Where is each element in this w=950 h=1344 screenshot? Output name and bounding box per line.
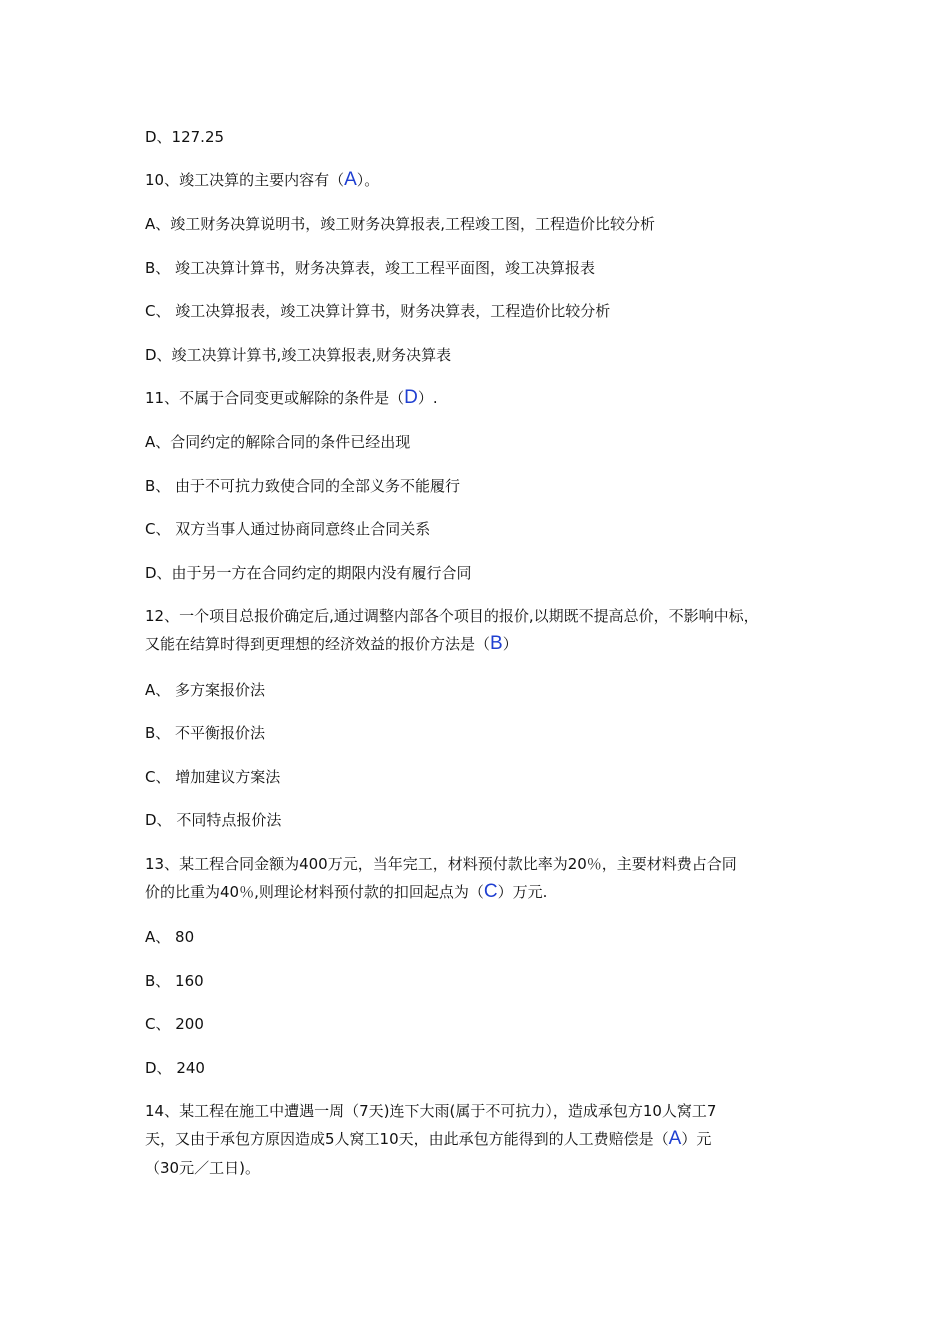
option-d-q13: D、 240 bbox=[145, 1059, 205, 1077]
option-b-q10: B、 竣工决算计算书，财务决算表，竣工工程平面图，竣工决算报表 bbox=[145, 259, 596, 277]
option-b-q13: B、 160 bbox=[145, 972, 204, 990]
question-text-end: ）元 bbox=[681, 1130, 712, 1148]
answer-mark: A bbox=[668, 1128, 682, 1149]
option-a-q12: A、 多方案报价法 bbox=[145, 681, 266, 699]
question-text-end: ）。 bbox=[356, 171, 380, 189]
option-a-q13: A、 80 bbox=[145, 928, 195, 946]
question-12-line-1: 12、一个项目总报价确定后,通过调整内部各个项目的报价,以期既不提高总价，不影响中标， bbox=[145, 607, 759, 625]
question-text-end: ）万元. bbox=[497, 883, 548, 901]
option-b-q12: B、 不平衡报价法 bbox=[145, 724, 266, 742]
question-13-line-2 bbox=[145, 882, 825, 902]
question-text-end: ）. bbox=[417, 389, 438, 407]
option-c-q13: C、 200 bbox=[145, 1015, 204, 1033]
question-text: 天，又由于承包方原因造成5人窝工10天，由此承包方能得到的人工费赔偿是（ bbox=[145, 1130, 669, 1148]
question-12-line-2 bbox=[145, 634, 825, 654]
question-14-line-1: 14、某工程在施工中遭遇一周（7天)连下大雨(属于不可抗力），造成承包方10人窝工7 bbox=[145, 1102, 717, 1120]
option-c-q12: C、 增加建议方案法 bbox=[145, 768, 281, 786]
question-11 bbox=[145, 388, 825, 408]
option-d-q9: D、127.25 bbox=[145, 128, 225, 146]
question-13-line-1: 13、某工程合同金额为400万元，当年完工，材料预付款比率为20％，主要材料费占合同 bbox=[145, 855, 737, 873]
question-14-line-3: （30元／工日)。 bbox=[145, 1159, 260, 1177]
answer-mark: B bbox=[490, 633, 503, 654]
option-d-q11: D、由于另一方在合同约定的期限内没有履行合同 bbox=[145, 564, 472, 582]
answer-mark: A bbox=[344, 169, 357, 190]
option-b-q11: B、 由于不可抗力致使合同的全部义务不能履行 bbox=[145, 477, 461, 495]
question-text: 又能在结算时得到更理想的经济效益的报价方法是（ bbox=[145, 635, 491, 653]
option-d-q10: D、竣工决算计算书,竣工决算报表,财务决算表 bbox=[145, 346, 452, 364]
option-d-q12: D、 不同特点报价法 bbox=[145, 811, 282, 829]
question-text: 11、不属于合同变更或解除的条件是（ bbox=[145, 389, 405, 407]
option-c-q10: C、 竣工决算报表，竣工决算计算书，财务决算表，工程造价比较分析 bbox=[145, 302, 611, 320]
answer-mark: C bbox=[483, 881, 498, 902]
question-14-line-2 bbox=[145, 1129, 825, 1149]
option-a-q10: A、竣工财务决算说明书，竣工财务决算报表,工程竣工图，工程造价比较分析 bbox=[145, 215, 656, 233]
question-text: 10、竣工决算的主要内容有（ bbox=[145, 171, 345, 189]
option-a-q11: A、合同约定的解除合同的条件已经出现 bbox=[145, 433, 411, 451]
answer-mark: D bbox=[404, 387, 418, 408]
option-c-q11: C、 双方当事人通过协商同意终止合同关系 bbox=[145, 520, 431, 538]
question-text-end: ） bbox=[502, 635, 518, 653]
question-text: 价的比重为40％,则理论材料预付款的扣回起点为（ bbox=[145, 883, 484, 901]
question-10 bbox=[145, 170, 825, 190]
